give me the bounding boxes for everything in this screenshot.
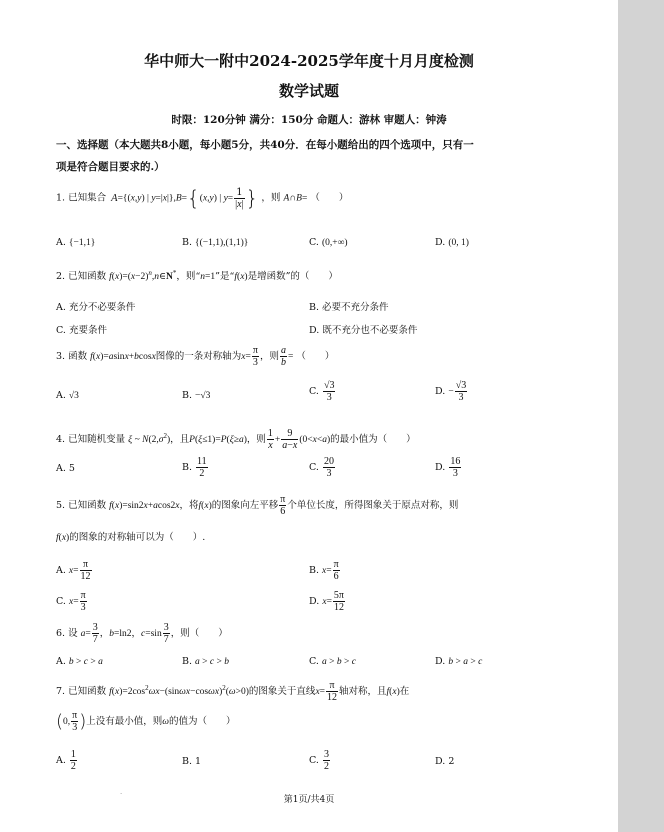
q4-option-d: D. $\frac{16}{3}$	[435, 456, 461, 479]
q7-option-d: D. 2	[435, 756, 455, 767]
section-heading-line1: 一、选择题（本大题共8小题，每小题5分，共40分．在每小题给出的四个选项中，只有一	[56, 139, 474, 151]
q6-option-d: D. b > a > c	[435, 656, 483, 667]
question-4: 4. 已知随机变量 ξ ~ $N(2,\sigma^2)$，且P(ξ≤1)=P(ξ≥a)，则 $\frac{1}{x}$ + $\frac{9}{a-x}$ (0<x<a)的最小值为（ ）	[56, 428, 416, 451]
q5-option-c: C. x= $\frac{\pi}{3}$	[56, 590, 86, 613]
q3-option-b: B. −√3	[182, 390, 211, 401]
question-7: 7. 已知函数 $f(x)=2\cos^2\omega x-(\sin\omega x-\cos\omega x)^2(\omega>0)$的图象关于直线x= $\frac{\pi}{12}$ 轴对称，且f(x)在	[56, 680, 410, 703]
exam-info: 时限：120分钟 满分：150分 命题人：游林 审题人：钟涛	[171, 114, 447, 126]
exam-title: 华中师大一附中2024-2025学年度十月月度检测	[144, 52, 474, 70]
q6-option-c: C. a > b > c	[309, 656, 356, 667]
exam-subtitle: 数学试题	[278, 82, 339, 100]
q4-option-c: C. $\frac{20}{3}$	[309, 456, 334, 479]
q7-option-b: B. 1	[182, 756, 202, 767]
q1-option-b: B. {(−1,1),(1,1)}	[182, 237, 249, 248]
q4-option-b: B. $\frac{11}{2}$	[182, 456, 207, 479]
q2-option-a: A. 充分不必要条件	[56, 302, 136, 313]
q3-option-d: D. − $\frac{√3}{3}$	[435, 380, 467, 403]
question-7-line2: (0, $\frac{\pi}{3}$ )上没有最小值，则ω的值为（ ）	[56, 710, 236, 733]
question-1: 1. 已知集合 A={(x,y) | y=|x|},B={(x,y) | y= $\frac{1}{|x|}$ } ，则 A∩B= （ ）	[56, 186, 349, 210]
q5-option-b: B. x= $\frac{\pi}{6}$	[309, 559, 339, 582]
q2-option-c: C. 充要条件	[56, 325, 107, 336]
q3-option-a: A. √3	[56, 390, 79, 401]
question-5: 5. 已知函数 f(x)=sin2x+acos2x，将f(x)的图象向左平移 $\frac{\pi}{6}$ 个单位长度，所得图象关于原点对称，则	[56, 494, 459, 517]
question-6: 6. 设 a= $\frac{3}{7}$ ，b=ln2，c=sin $\frac{3}{7}$ ，则（ ）	[56, 622, 228, 645]
viewer-sidebar	[618, 0, 664, 832]
question-2: 2. 已知函数 $f(x)=(x-2)^n,n\in N^*$，则“n=1”是“f(x)是增函数”的（ ）	[56, 268, 338, 282]
question-3: 3. 函数 f(x)=asinx+bcosx图像的一条对称轴为x= $\frac{\pi}{3}$ ，则 $\frac{a}{b}$ = （ ）	[56, 345, 335, 368]
q3-option-c: C. $\frac{√3}{3}$	[309, 380, 335, 403]
q4-option-a: A. 5	[56, 463, 75, 474]
q7-option-c: C. $\frac{3}{2}$	[309, 749, 329, 772]
q1-option-c: C. (0,+∞)	[309, 237, 348, 248]
q5-option-d: D. x= $\frac{5\pi}{12}$	[309, 590, 344, 613]
q6-option-a: A. b > c > a	[56, 656, 103, 667]
section-heading-line2: 项是符合题目要求的.）	[56, 161, 165, 173]
page-footer: 第1页/共4页	[283, 795, 335, 805]
q1-option-a: A. {−1,1}	[56, 237, 96, 248]
q2-option-b: B. 必要不充分条件	[309, 302, 389, 313]
q2-option-d: D. 既不充分也不必要条件	[309, 325, 418, 336]
q7-option-a: A. $\frac{1}{2}$	[56, 749, 76, 772]
question-5-line2: f(x)的图象的对称轴可以为（ ）.	[56, 532, 206, 543]
q5-option-a: A. x= $\frac{\pi}{12}$	[56, 559, 91, 582]
q6-option-b: B. a > c > b	[182, 656, 229, 667]
q1-option-d: D. (0, 1)	[435, 237, 469, 248]
faint-mark: ·	[120, 790, 123, 798]
